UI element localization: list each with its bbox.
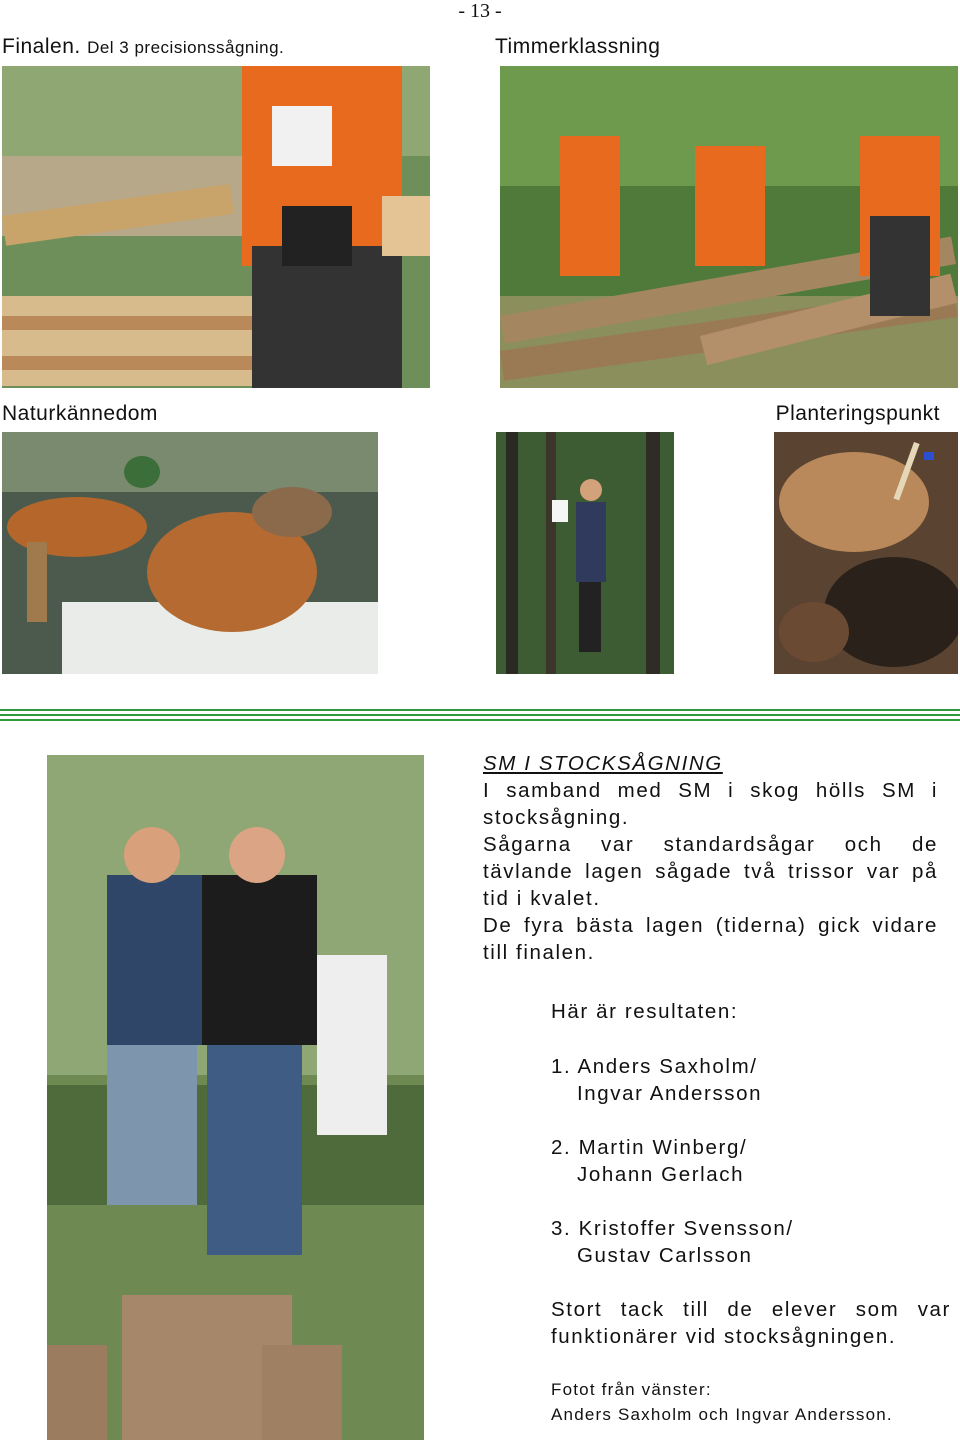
photo-final-sawing xyxy=(2,66,430,388)
result-1 xyxy=(483,1053,938,1107)
result-2 xyxy=(483,1134,938,1188)
article-para-3: De fyra bästa lagen (tiderna) gick vidare till finalen. xyxy=(483,914,938,964)
result-2-line-2: Johann Gerlach xyxy=(577,1163,745,1186)
result-1-line-1: 1. Anders Saxholm/ xyxy=(551,1055,758,1078)
photo-winners xyxy=(47,755,424,1440)
article-heading: SM I STOCKSÅGNING xyxy=(483,752,723,775)
result-3-line-2: Gustav Carlsson xyxy=(577,1244,753,1267)
caption-finalen-title: Finalen. xyxy=(2,35,81,58)
results-intro-text: Här är resultaten: xyxy=(551,1000,739,1023)
result-3-line-1: 3. Kristoffer Svensson/ xyxy=(551,1217,794,1240)
article-para-1: I samband med SM i skog hölls SM i stocksågning. xyxy=(483,779,938,829)
caption-planteringspunkt: Planteringspunkt xyxy=(775,402,940,425)
results-intro xyxy=(483,998,938,1025)
photo-credit-line-2: Anders Saxholm och Ingvar Andersson. xyxy=(551,1405,893,1424)
divider-middle xyxy=(0,714,960,716)
caption-finalen xyxy=(2,35,284,59)
article xyxy=(483,750,938,966)
divider-bottom xyxy=(0,719,960,721)
photo-credit xyxy=(551,1377,951,1427)
photo-planteringspunkt xyxy=(774,432,958,674)
caption-naturkannedom: Naturkännedom xyxy=(2,402,158,425)
page-number: - 13 - xyxy=(458,0,502,22)
photo-naturkannedom xyxy=(2,432,378,674)
photo-forest-person xyxy=(496,432,674,674)
article-para-2: Sågarna var standardsågar och de tävlande lagen sågade två trissor var på tid i kvalet. xyxy=(483,833,938,910)
result-1-line-2: Ingvar Andersson xyxy=(577,1082,763,1105)
caption-finalen-sub: Del 3 precisionssågning. xyxy=(87,38,285,57)
divider-top xyxy=(0,709,960,711)
result-3 xyxy=(483,1215,938,1269)
photo-timmerklassning xyxy=(500,66,958,388)
thanks xyxy=(551,1296,951,1350)
result-2-line-1: 2. Martin Winberg/ xyxy=(551,1136,748,1159)
thanks-text: Stort tack till de elever som var funktionärer vid stocksågningen. xyxy=(551,1298,951,1348)
photo-credit-line-1: Fotot från vänster: xyxy=(551,1380,712,1399)
caption-timmerklassning: Timmerklassning xyxy=(495,35,661,58)
